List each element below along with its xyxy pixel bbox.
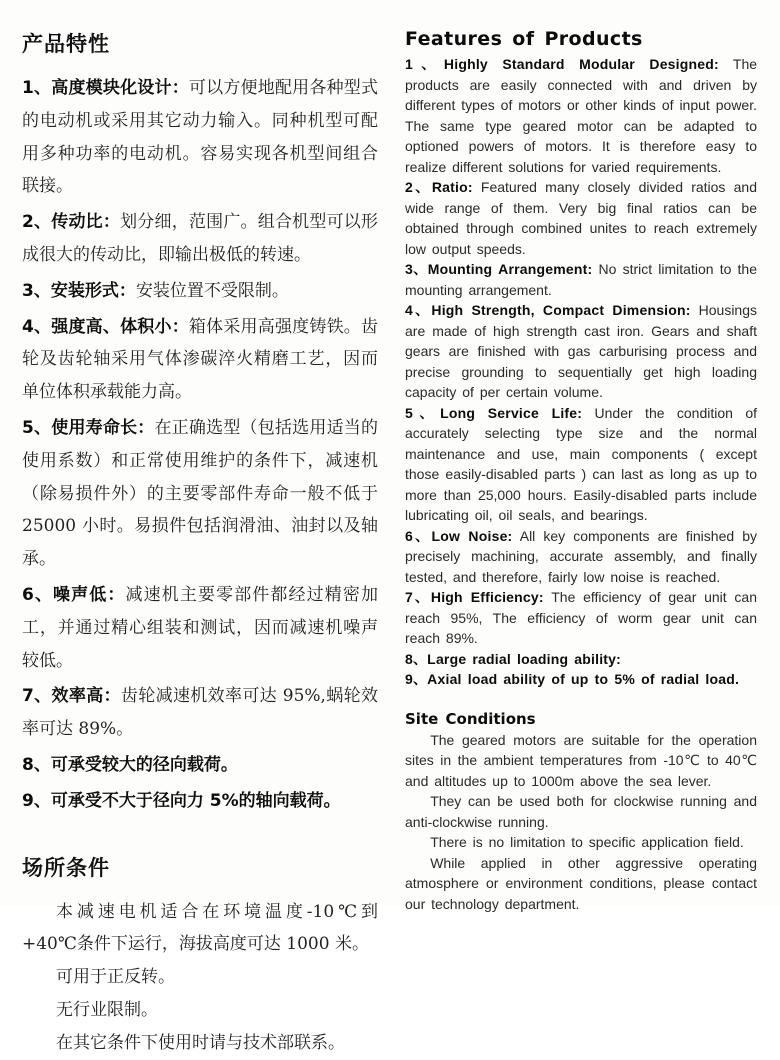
en-feature-item	[405, 403, 757, 526]
en-feature-label: 4、High Strength, Compact Dimension:	[405, 302, 691, 318]
en-feature-item	[405, 669, 757, 690]
english-column	[405, 28, 758, 912]
cn-site-title: 场所条件	[22, 855, 110, 880]
en-site-paragraph: The geared motors are suitable for the operation sites in the ambient temperatures from -10℃ to 40℃ and altitudes up to 1000m above the sea lever.	[405, 731, 757, 789]
en-feature-text: Housings are made of high strength cast iron. Gears and shaft gears are finished with gas carburising process and precise grounding to sequentially get high loading capacity of per certain volume.	[405, 302, 758, 400]
cn-feature-item	[22, 275, 378, 308]
cn-feature-item	[22, 72, 378, 203]
en-feature-label: 6、Low Noise:	[405, 527, 513, 544]
cn-feature-label: 2、传动比：	[22, 212, 121, 233]
cn-feature-item	[22, 579, 378, 677]
cn-feature-label: 5、使用寿命长：	[22, 417, 155, 438]
cn-feature-item	[22, 680, 378, 746]
en-feature-label: 8、Large radial loading ability:	[405, 650, 622, 667]
cn-feature-label: 7、效率高：	[22, 686, 121, 707]
en-feature-label: 5、Long Service Life:	[405, 404, 583, 421]
en-feature-text: Under the condition of accurately selecting type size and the normal maintenance and use, main components ( except those easily-disabled parts ) can last as long as up to more than 25,000 hours. Easily-disabled parts include lubricating oil, oil seals, and bearings.	[405, 404, 757, 523]
en-feature-text: The efficiency of gear unit can reach 95%, The efficiency of worm gear unit can reach 89%.	[405, 589, 757, 646]
cn-feature-label: 9、可承受不大于径向力 5%的轴向载荷。	[22, 790, 341, 811]
cn-feature-item	[22, 749, 378, 782]
cn-site-paragraph: 本减速电机适合在环境温度-10℃到+40℃条件下运行，海拔高度可达 1000 米。	[22, 901, 378, 955]
en-feature-item	[405, 649, 757, 670]
en-site-title: Site Conditions	[405, 709, 536, 728]
cn-feature-item	[22, 785, 378, 818]
en-site-paragraph: There is no limitation to specific application field.	[430, 834, 744, 850]
en-feature-item	[405, 587, 757, 649]
cn-feature-text: 可以方便地配用各种型式的电动机或采用其它动力输入。同种机型可配用多种功率的电动机。容易实现各机型间组合联接。	[22, 78, 378, 197]
cn-site-paragraph: 可用于正反转。	[56, 967, 175, 988]
cn-feature-text: 箱体采用高强度铸铁。齿轮及齿轮轴采用气体渗碳淬火精磨工艺，因而单位体积承载能力高。	[22, 316, 378, 403]
cn-site-paragraph: 在其它条件下使用时请与技术部联系。	[56, 1032, 345, 1053]
cn-feature-label: 4、强度高、体积小：	[22, 316, 189, 337]
cn-feature-label: 3、安装形式：	[22, 280, 136, 301]
cn-feature-text: 减速机主要零部件都经过精密加工，并通过精心组装和测试，因而减速机噪声较低。	[22, 584, 378, 671]
cn-feature-text: 安装位置不受限制。	[135, 280, 289, 301]
en-feature-text: All key components are finished by precisely machining, accurate assembly, and finally tested, and therefore, fairly low noise is reached.	[405, 527, 758, 585]
cn-feature-text: 齿轮减速机效率可达 95%,蜗轮效率可达 89%。	[22, 686, 378, 740]
cn-feature-label: 1、高度模块化设计：	[22, 78, 189, 98]
en-site-paragraph: They can be used both for clockwise running and anti-clockwise running.	[405, 793, 757, 830]
en-feature-item	[405, 54, 757, 177]
en-feature-label: 7、High Efficiency:	[405, 589, 544, 605]
cn-feature-label: 6、噪声低：	[22, 584, 126, 605]
cn-feature-item	[22, 412, 378, 576]
en-features-title: Features of Products	[405, 28, 643, 50]
chinese-column	[22, 28, 378, 1053]
en-feature-item	[405, 526, 757, 588]
cn-feature-item	[22, 206, 378, 272]
en-feature-text: The products are easily connected with and driven by different types of motors or other kinds of input power. The same type geared motor can be adapted to optioned powers of motors. It is therefore easy to realize different solutions for varied requirements.	[405, 56, 758, 175]
en-site-paragraph: While applied in other aggressive operating atmosphere or environment conditions, please contact our technology department.	[405, 854, 757, 912]
cn-feature-text: 在正确选型（包括选用适当的使用系数）和正常使用维护的条件下，减速机（除易损件外）的主要零部件寿命一般不低于 25000 小时。易损件包括润滑油、油封以及轴承。	[22, 417, 378, 570]
cn-site-paragraph: 无行业限制。	[56, 999, 158, 1020]
en-feature-item	[405, 259, 757, 300]
cn-features-title: 产品特性	[22, 32, 110, 56]
en-feature-label: 2、Ratio:	[405, 179, 473, 195]
en-feature-label: 3、Mounting Arrangement:	[405, 261, 593, 277]
en-feature-label: 9、Axial load ability of up to 5% of radial load.	[405, 671, 740, 687]
en-feature-text: Featured many closely divided ratios and wide range of them. Very big final ratios can be obtained through combined unites to reach extremely low output speeds.	[405, 179, 758, 257]
en-feature-item	[405, 300, 757, 403]
en-feature-item	[405, 177, 757, 259]
cn-feature-item	[22, 311, 378, 409]
cn-feature-label: 8、可承受较大的径向载荷。	[22, 754, 238, 775]
cn-feature-text: 划分细，范围广。组合机型可以形成很大的传动比，即输出极低的转速。	[22, 212, 378, 265]
en-feature-label: 1、Highly Standard Modular Designed:	[405, 56, 719, 72]
en-feature-text: No strict limitation to the mounting arrangement.	[405, 261, 757, 298]
